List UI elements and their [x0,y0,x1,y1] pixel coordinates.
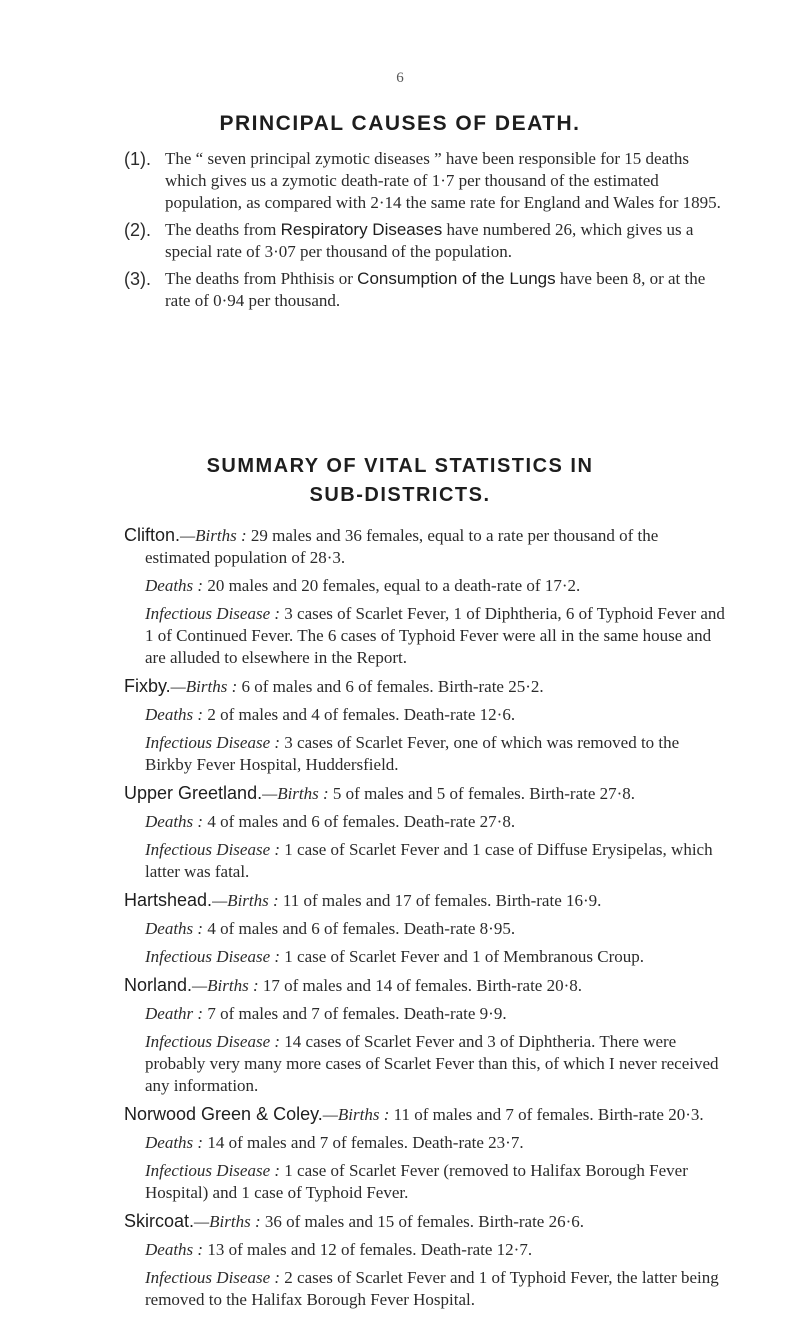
cause-emphasis: Respiratory Diseases [280,220,443,239]
district-name: Hartshead. [124,890,213,910]
births-text: 6 of males and 6 of females. Birth-rate 25·2. [237,677,544,696]
cause-number: (2). [124,220,151,240]
cause-emphasis: Consumption of the Lungs [357,269,556,288]
deaths-text: 20 males and 20 females, equal to a death-rate of 17·2. [203,576,581,595]
district-name: Norland. [124,975,193,995]
births-text: 29 males and 36 females, equal to a rate per thousand of the estimated population of 28·3. [145,526,659,567]
deaths-text: 14 of males and 7 of females. Death-rate 23·7. [203,1133,524,1152]
infectious-text: 2 cases of Scarlet Fever and 1 of Typhoid Fever, the latter being removed to the Halifax Borough Fever Hospital. [145,1268,719,1309]
district-infectious [124,946,726,968]
district-deaths [124,1132,726,1154]
deaths-text: 2 of males and 4 of females. Death-rate 12·6. [203,705,516,724]
cause-item [124,219,724,263]
deaths-label: Deaths : [145,576,204,595]
cause-number: (1). [124,149,151,169]
deaths-text: 13 of males and 12 of females. Death-rate 12·7. [203,1240,533,1259]
summary-heading [0,452,800,510]
district-norwood-green-coley [124,1103,726,1204]
cause-item [124,148,724,214]
cause-text-pre: The deaths from [165,220,281,239]
births-text: 5 of males and 5 of females. Birth-rate 27·8. [328,784,636,803]
births-text: 11 of males and 17 of females. Birth-rate 16·9. [278,891,602,910]
district-name: Clifton. [124,525,181,545]
district-infectious [124,1031,726,1097]
cause-item [124,268,724,312]
deaths-label: Deaths : [145,919,204,938]
cause-text-post: have been 8, or at the rate of 0·94 per thousand. [165,269,706,310]
district-name: Norwood Green & Coley. [124,1104,323,1124]
births-label: —Births : [322,1105,390,1124]
cause-number: (3). [124,269,151,289]
district-births [124,974,726,997]
births-label: —Births : [194,1212,261,1231]
births-label: —Births : [212,891,279,910]
district-infectious [124,1160,726,1204]
deaths-text: 4 of males and 6 of females. Death-rate 27·8. [203,812,516,831]
summary-heading-line1: SUMMARY OF VITAL STATISTICS IN [206,455,594,477]
principal-causes-heading: PRINCIPAL CAUSES OF DEATH. [219,112,581,135]
deaths-label: Deaths : [145,1133,204,1152]
infectious-label: Infectious Disease : [145,604,281,623]
infectious-text: 3 cases of Scarlet Fever, one of which was removed to the Birkby Fever Hospital, Huddersfield. [145,733,680,774]
infectious-text: 1 case of Scarlet Fever (removed to Halifax Borough Fever Hospital) and 1 case of Typhoid Fever. [145,1161,688,1202]
page-number: 6 [396,70,404,86]
cause-text-post: have numbered 26, which gives us a special rate of 3·07 per thousand of the population. [165,220,694,261]
district-clifton [124,524,726,669]
district-infectious [124,1267,726,1311]
infectious-text: 1 case of Scarlet Fever and 1 of Membranous Croup. [280,947,645,966]
births-text: 36 of males and 15 of females. Birth-rate 26·6. [260,1212,584,1231]
births-label: —Births : [262,784,329,803]
births-label: —Births : [180,526,247,545]
infectious-label: Infectious Disease : [145,733,281,752]
infectious-label: Infectious Disease : [145,947,281,966]
deaths-label: Deaths : [145,812,204,831]
district-infectious [124,839,726,883]
births-label: —Births : [170,677,238,696]
births-text: 17 of males and 14 of females. Birth-rate 20·8. [258,976,583,995]
deaths-label: Deaths : [145,705,204,724]
district-infectious [124,603,726,669]
cause-text: The “ seven principal zymotic diseases ” have been responsible for 15 deaths which gives us a zymotic death-rate of 1·7 per thousand of the estimated population, as compared with 2·14 the same rate for England and Wales for 1895. [165,149,721,212]
cause-text [165,268,724,312]
infectious-text: 3 cases of Scarlet Fever, 1 of Diphtheria, 6 of Typhoid Fever and 1 of Continued Fever. The 6 cases of Typhoid Fever were all in the same house and are alluded to elsewhere in the Report. [145,604,725,667]
infectious-label: Infectious Disease : [145,1268,281,1287]
district-norland [124,974,726,1097]
district-skircoat [124,1210,726,1311]
district-births [124,524,726,569]
births-label: —Births : [192,976,259,995]
infectious-label: Infectious Disease : [145,840,281,859]
principal-causes-list [124,148,724,317]
district-upper-greetland [124,782,726,883]
infectious-label: Infectious Disease : [145,1161,281,1180]
district-births [124,675,726,698]
deaths-label: Deaths : [145,1240,204,1259]
district-deaths [124,1239,726,1261]
cause-text-pre: The deaths from Phthisis or [165,269,358,288]
district-list [124,524,726,1317]
infectious-label: Infectious Disease : [145,1032,281,1051]
births-text: 11 of males and 7 of females. Birth-rate 20·3. [389,1105,704,1124]
deaths-label: Deathr : [145,1004,204,1023]
district-deaths [124,811,726,833]
district-births [124,1103,726,1126]
district-deaths [124,704,726,726]
district-deaths [124,575,726,597]
district-births [124,889,726,912]
deaths-text: 4 of males and 6 of females. Death-rate 8·95. [203,919,516,938]
infectious-text: 1 case of Scarlet Fever and 1 case of Diffuse Erysipelas, which latter was fatal. [145,840,713,881]
district-name: Upper Greetland. [124,783,263,803]
district-births [124,782,726,805]
infectious-text: 14 cases of Scarlet Fever and 3 of Diphtheria. There were probably very many more cases of Scarlet Fever than this, of which I never received any information. [145,1032,719,1095]
district-hartshead [124,889,726,968]
district-fixby [124,675,726,776]
cause-text [165,219,724,263]
district-deaths [124,918,726,940]
district-births [124,1210,726,1233]
district-infectious [124,732,726,776]
summary-heading-line2: SUB-DISTRICTS. [309,484,491,506]
district-deaths [124,1003,726,1025]
district-name: Skircoat. [124,1211,195,1231]
district-name: Fixby. [124,676,171,696]
deaths-text: 7 of males and 7 of females. Death-rate 9·9. [203,1004,507,1023]
